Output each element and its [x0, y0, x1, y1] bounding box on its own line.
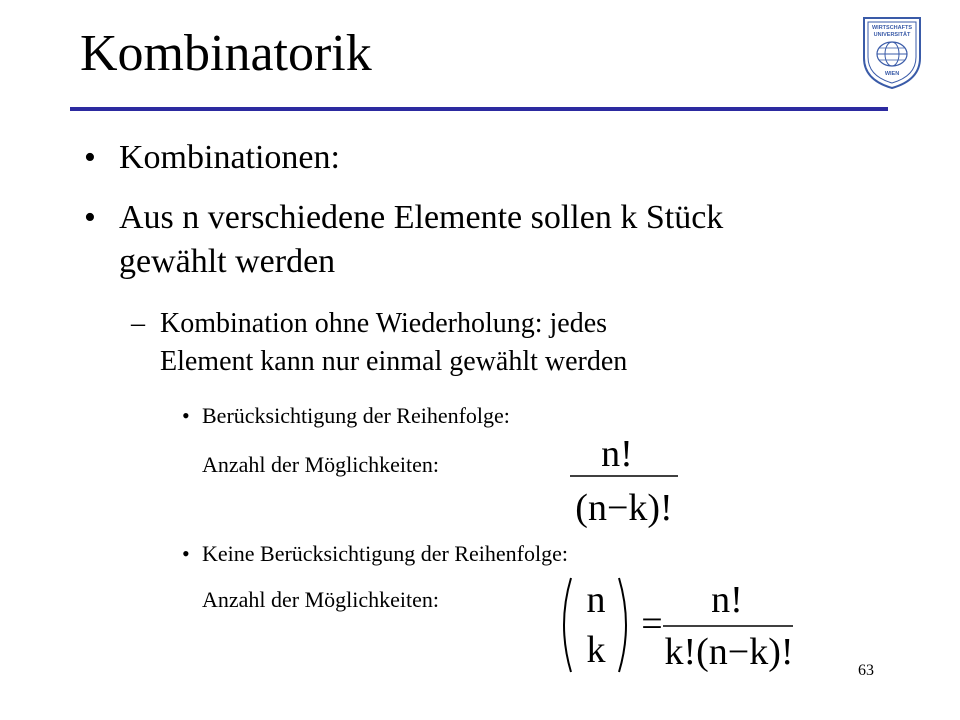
- bullet-marker: •: [182, 541, 190, 566]
- dash-marker: –: [131, 308, 145, 339]
- bullet-marker: •: [84, 139, 96, 176]
- formula-numerator: n!: [711, 579, 743, 621]
- logo-text-mid: UNIVERSITÄT: [873, 32, 911, 38]
- title-divider: [70, 107, 888, 111]
- formula-permutation: [560, 432, 700, 532]
- formula-denominator: k!(n−k)!: [664, 631, 794, 673]
- formula-denominator: (n−k)!: [575, 487, 673, 529]
- page-number: 63: [858, 662, 874, 679]
- formula-numerator: n!: [601, 433, 633, 475]
- binom-top: n: [586, 579, 606, 621]
- logo-text-bottom: WIEN: [884, 71, 900, 77]
- bullet-marker: •: [182, 403, 190, 428]
- subsub-bullet-text-line1: Berücksichtigung der Reihenfolge:: [202, 403, 510, 428]
- left-paren: [564, 578, 571, 672]
- right-paren: [619, 578, 626, 672]
- binom-bottom: k: [586, 629, 606, 671]
- university-logo-icon: [860, 14, 924, 90]
- sub-bullet-text-line1: Kombination ohne Wiederholung: jedes: [160, 308, 608, 339]
- bullet-marker: •: [84, 199, 96, 236]
- subsub-bullet-text-line2: Anzahl der Möglichkeiten:: [202, 587, 440, 612]
- logo-text-top: WIRTSCHAFTS: [871, 25, 913, 31]
- subsub-bullet-text-line2: Anzahl der Möglichkeiten:: [202, 452, 440, 477]
- bullet-text-line2: gewählt werden: [119, 243, 336, 280]
- bullet-text-line1: Aus n verschiedene Elemente sollen k Stück: [119, 199, 724, 236]
- equals-sign: =: [641, 603, 663, 645]
- slide-title: Kombinatorik: [80, 25, 372, 82]
- formula-binomial: [555, 570, 805, 680]
- subsub-bullet-text-line1: Keine Berücksichtigung der Reihenfolge:: [202, 541, 568, 566]
- sub-bullet-text-line2: Element kann nur einmal gewählt werden: [160, 346, 628, 377]
- bullet-text: Kombinationen:: [119, 139, 340, 176]
